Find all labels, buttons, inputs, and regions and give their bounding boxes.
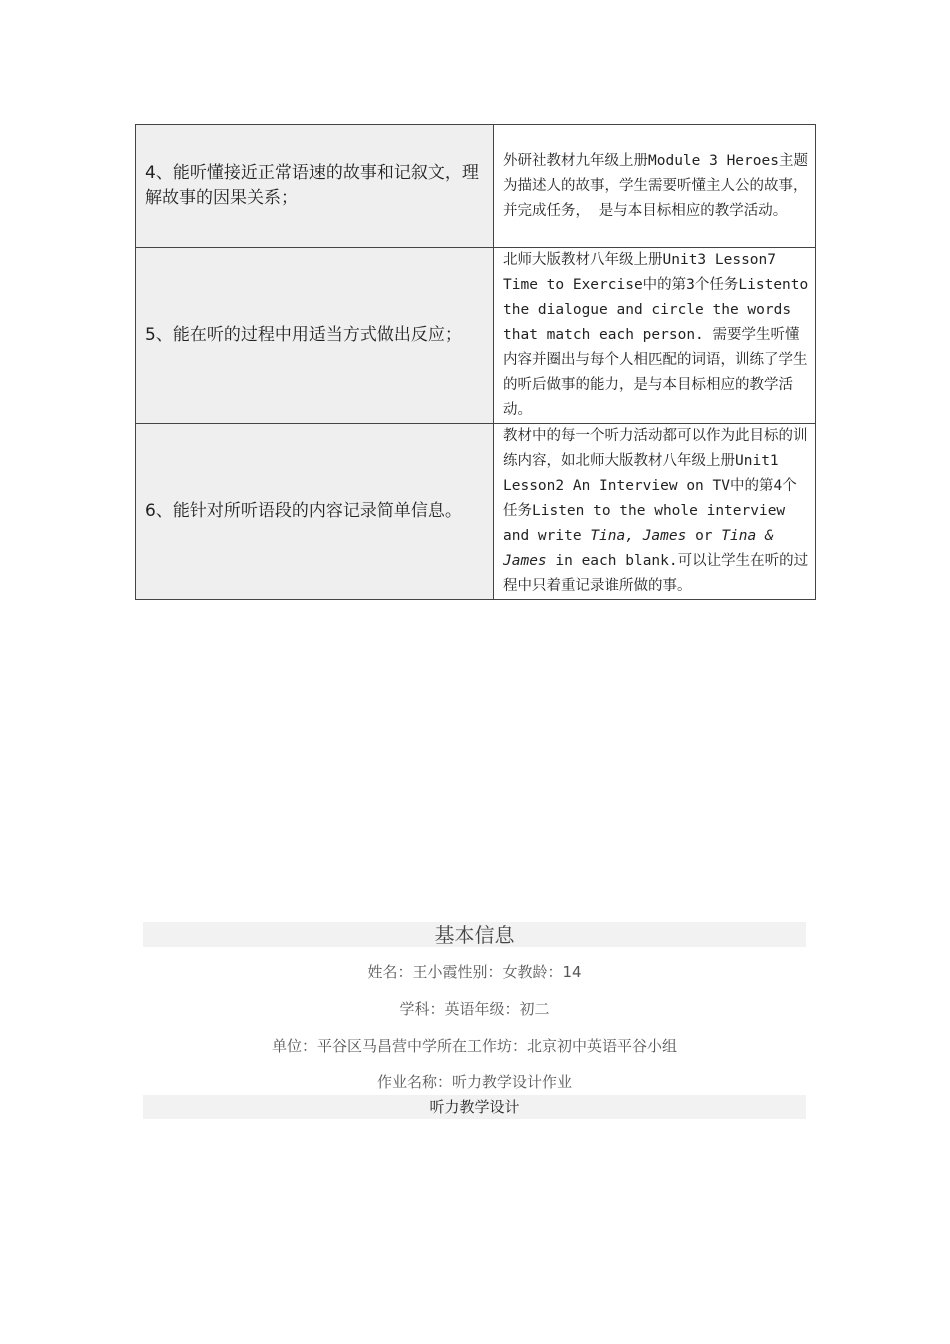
activity-text: or	[695, 528, 713, 544]
goal-cell: 4、能听懂接近正常语速的故事和记叙文，理解故事的因果关系；	[136, 125, 494, 248]
goal-cell: 6、能针对所听语段的内容记录简单信息。	[136, 424, 494, 600]
activity-italic: Tina & James	[503, 528, 774, 569]
teacher-info-line: 姓名：王小霞性别：女教龄：14	[367, 963, 582, 981]
section-subtitle: 听力教学设计	[143, 1095, 806, 1119]
activity-cell	[494, 424, 816, 600]
table-row	[136, 424, 816, 600]
table-row	[136, 125, 816, 248]
activity-cell: 北师大版教材八年级上册Unit3 Lesson7 Time to Exercise中的第3个任务Listento the dialogue and circle the words that match each person. 需要学生听懂内容并圈出与每个人相匹配的词语，训练了学生的听后做事的能力，是与本目标相应的教学活动。	[494, 248, 816, 424]
goals-table	[135, 124, 816, 600]
activity-cell: 外研社教材九年级上册Module 3 Heroes主题为描述人的故事，学生需要听懂主人公的故事，并完成任务， 是与本目标相应的教学活动。	[494, 125, 816, 248]
activity-italic: Tina, James	[590, 528, 687, 544]
goal-cell: 5、能在听的过程中用适当方式做出反应；	[136, 248, 494, 424]
activity-text: in each blank.可以让学生在听的过程中只着重记录谁所做的事。	[503, 553, 809, 594]
basic-info-title: 基本信息	[143, 922, 806, 947]
table-row	[136, 248, 816, 424]
school-workshop-line: 单位：平谷区马昌营中学所在工作坊：北京初中英语平谷小组	[271, 1037, 677, 1055]
activity-text: 教材中的每一个听力活动都可以作为此目标的训练内容，如北师大版教材八年级上册Unit1 Lesson2 An Interview on TV中的第4个任务Listen to the whole interview and write	[503, 428, 808, 544]
assignment-name-line: 作业名称：听力教学设计作业	[376, 1073, 572, 1091]
subject-grade-line: 学科：英语年级：初二	[399, 1000, 550, 1018]
